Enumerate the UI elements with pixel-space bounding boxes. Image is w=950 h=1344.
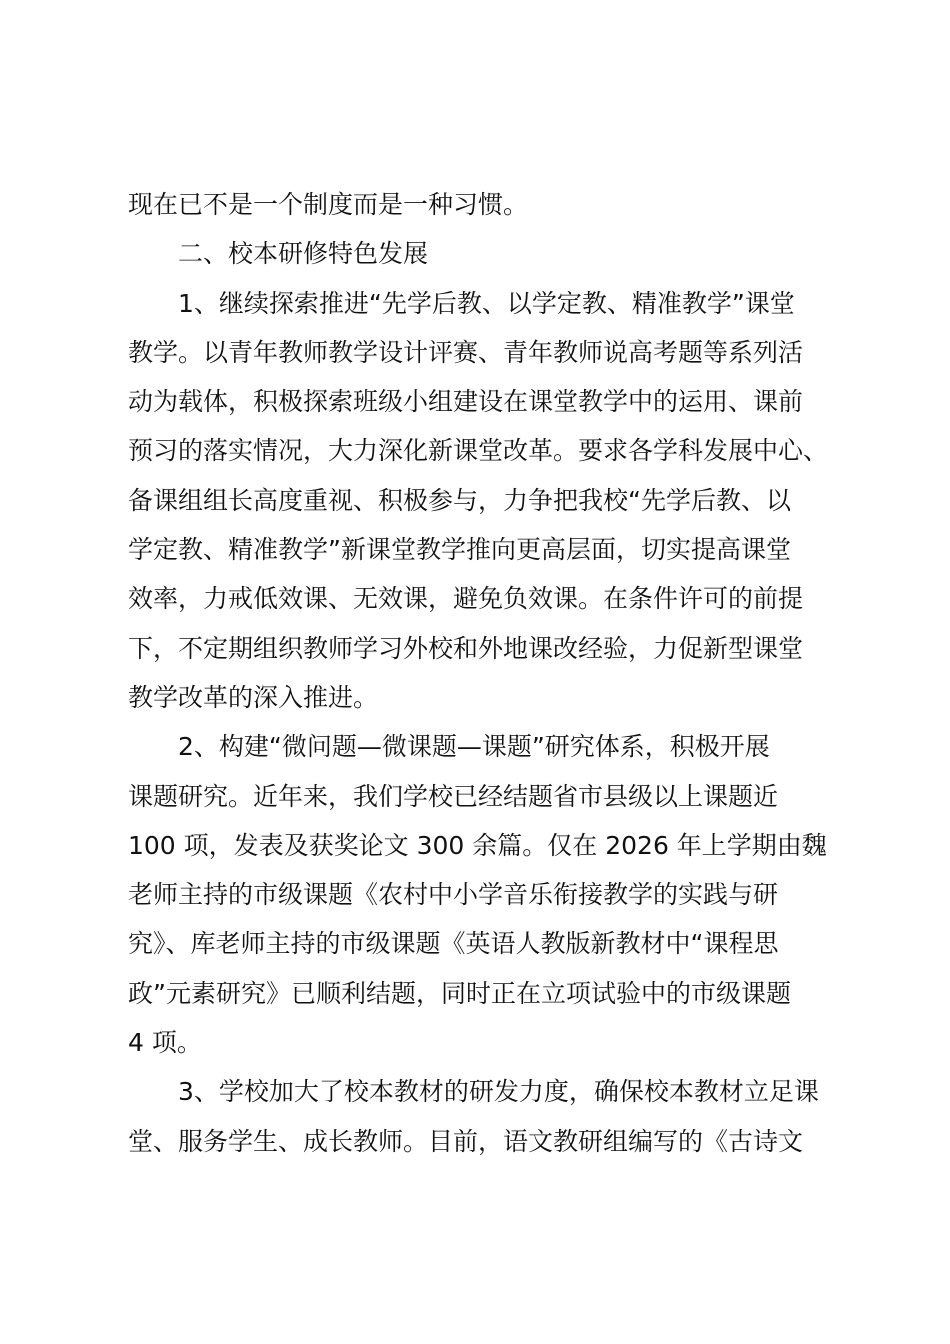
text-line: 究》、库老师主持的市级课题《英语人教版新教材中“课程思 bbox=[128, 929, 779, 959]
text-line: 堂、服务学生、成长教师。目前，语文教研组编写的《古诗文 bbox=[128, 1126, 804, 1156]
text-line: 100 项，发表及获奖论文 300 余篇。仅在 2026 年上学期由魏 bbox=[128, 830, 827, 860]
text-line: 下，不定期组织教师学习外校和外地课改经验，力促新型课堂 bbox=[128, 633, 804, 663]
text-line: 老师主持的市级课题《农村中小学音乐衔接教学的实践与研 bbox=[128, 880, 779, 910]
text-line: 备课组组长高度重视、积极参与，力争把我校“先学后教、以 bbox=[128, 485, 791, 515]
text-line: 效率，力戒低效课、无效课，避免负效课。在条件许可的前提 bbox=[128, 584, 804, 614]
section-heading: 二、校本研修特色发展 bbox=[178, 239, 429, 269]
text-line: 动为载体，积极探索班级小组建设在课堂教学中的运用、课前 bbox=[128, 387, 804, 417]
text-line: 教学改革的深入推进。 bbox=[128, 682, 379, 712]
text-line: 政”元素研究》已顺利结题，同时正在立项试验中的市级课题 bbox=[128, 978, 791, 1008]
text-line: 预习的落实情况，大力深化新课堂改革。要求各学科发展中心、 bbox=[128, 436, 829, 466]
text-line: 4 项。 bbox=[128, 1028, 202, 1058]
paragraph-3-start: 3、学校加大了校本教材的研发力度，确保校本教材立足课 bbox=[178, 1077, 819, 1107]
paragraph-2-start: 2、构建“微问题—微课题—课题”研究体系，积极开展 bbox=[178, 732, 770, 762]
paragraph-1-start: 1、继续探索推进“先学后教、以学定教、精准教学”课堂 bbox=[178, 288, 795, 318]
body-text bbox=[128, 180, 836, 1166]
text-line: 课题研究。近年来，我们学校已经结题省市县级以上课题近 bbox=[128, 781, 779, 811]
text-line: 学定教、精准教学”新课堂教学推向更高层面，切实提高课堂 bbox=[128, 535, 791, 565]
text-line: 教学。以青年教师教学设计评赛、青年教师说高考题等系列活 bbox=[128, 337, 804, 367]
text-line: 现在已不是一个制度而是一种习惯。 bbox=[128, 190, 529, 219]
